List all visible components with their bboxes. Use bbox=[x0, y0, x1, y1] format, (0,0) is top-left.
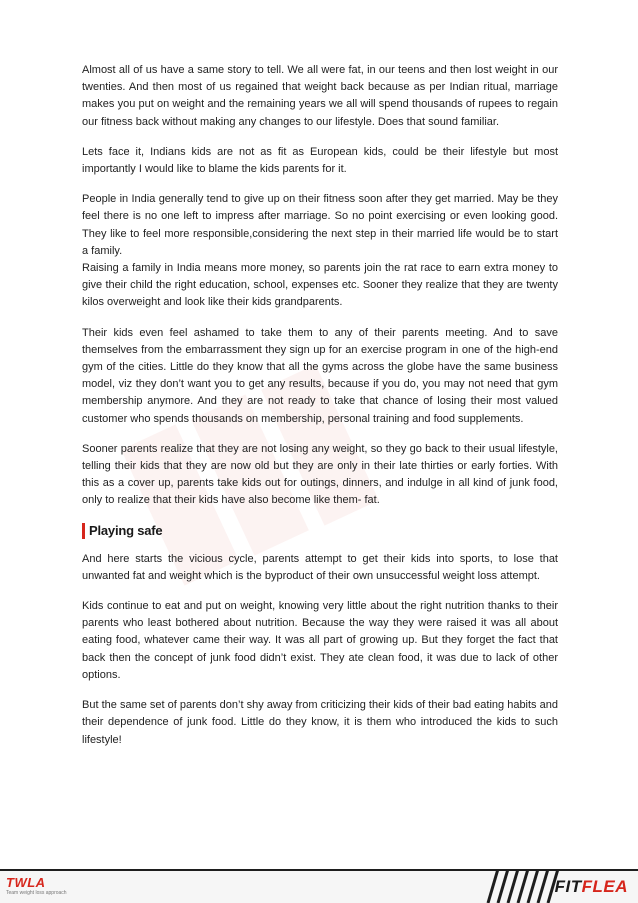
paragraph-8: Kids continue to eat and put on weight, knowing very little about the right nutrition thanks to their parents who least bothered about nutrition. Because the way they were raised it was all about eating food, whatever came their way. It was all part of growing up. But they forget the fact that back then the concept of junk food didn’t exist. They ate clean food, it was due to lack of other options. bbox=[82, 600, 558, 681]
paragraph-3: People in India generally tend to give up on their fitness soon after they get married. May be they feel there is no one left to impress after marriage. So no point exercising or even looking good. They like to feel more responsible,considering the next step in their married life would be to start a family. bbox=[82, 193, 558, 257]
paragraph-1: Almost all of us have a same story to tell. We all were fat, in our teens and then lost weight in our twenties. And then most of us regained that weight back because as per Indian ritual, marriage makes you put on weight and the remaining years we all will spend thousands of rupees to regain our fitness back without making any changes to our lifestyle. Does that sound familiar. bbox=[82, 64, 558, 128]
paragraph-5: Their kids even feel ashamed to take them to any of their parents meeting. And to save themselves from the embarrassment they sign up for an exercise program in one of the high-end gym of the cities. Little do they know that all the gyms across the globe have the same business model, viz they don’t want you to get any results, because if you do, you may not need that gym membership anymore. And they are not ready to take that chance of losing their most valued customer who spends thousands on membership, personal training and food supplements. bbox=[82, 326, 558, 425]
paragraph-9: But the same set of parents don’t shy away from criticizing their kids of their bad eating habits and their dependence of junk food. Little do they know, it is them who introduced the kids to such lifestyle! bbox=[82, 699, 558, 746]
fitflea-logo-area bbox=[478, 869, 638, 903]
section-heading-text: Playing safe bbox=[89, 523, 163, 539]
page-footer bbox=[0, 869, 638, 903]
paragraph-2: Lets face it, Indians kids are not as fit as European kids, could be their lifestyle but most importantly I would like to blame the kids parents for it. bbox=[82, 145, 558, 176]
heading-accent-bar bbox=[82, 523, 85, 539]
fitflea-logo-flea: FLEA bbox=[581, 877, 628, 896]
paragraph-6: Sooner parents realize that they are not losing any weight, so they go back to their usual lifestyle, telling their kids that they are now old but they are only in their late thirties or early forties. With this as a cover up, parents take kids out for outings, dinners, and indulge in all kind of junk food, only to realize that their kids have also become like them- fat. bbox=[82, 442, 558, 507]
section-heading bbox=[82, 523, 558, 539]
twla-tagline: Team weight loss approach bbox=[6, 890, 67, 896]
document-body bbox=[82, 62, 558, 762]
paragraph-4: Raising a family in India means more money, so parents join the rat race to earn extra money to give their child the right education, school, expenses etc. Sooner they realize that they are twenty kilos overweight and look like their kids grandparents. bbox=[82, 262, 558, 309]
twla-logo-text: TWLA bbox=[6, 875, 46, 890]
fitflea-logo-fit: FIT bbox=[554, 877, 582, 896]
paragraph-7: And here starts the vicious cycle, parents attempt to get their kids into sports, to lose that unwanted fat and weight which is the byproduct of their own unsuccessful weight loss attempt. bbox=[82, 552, 558, 582]
fitflea-logo bbox=[555, 878, 628, 895]
twla-logo bbox=[6, 876, 67, 897]
